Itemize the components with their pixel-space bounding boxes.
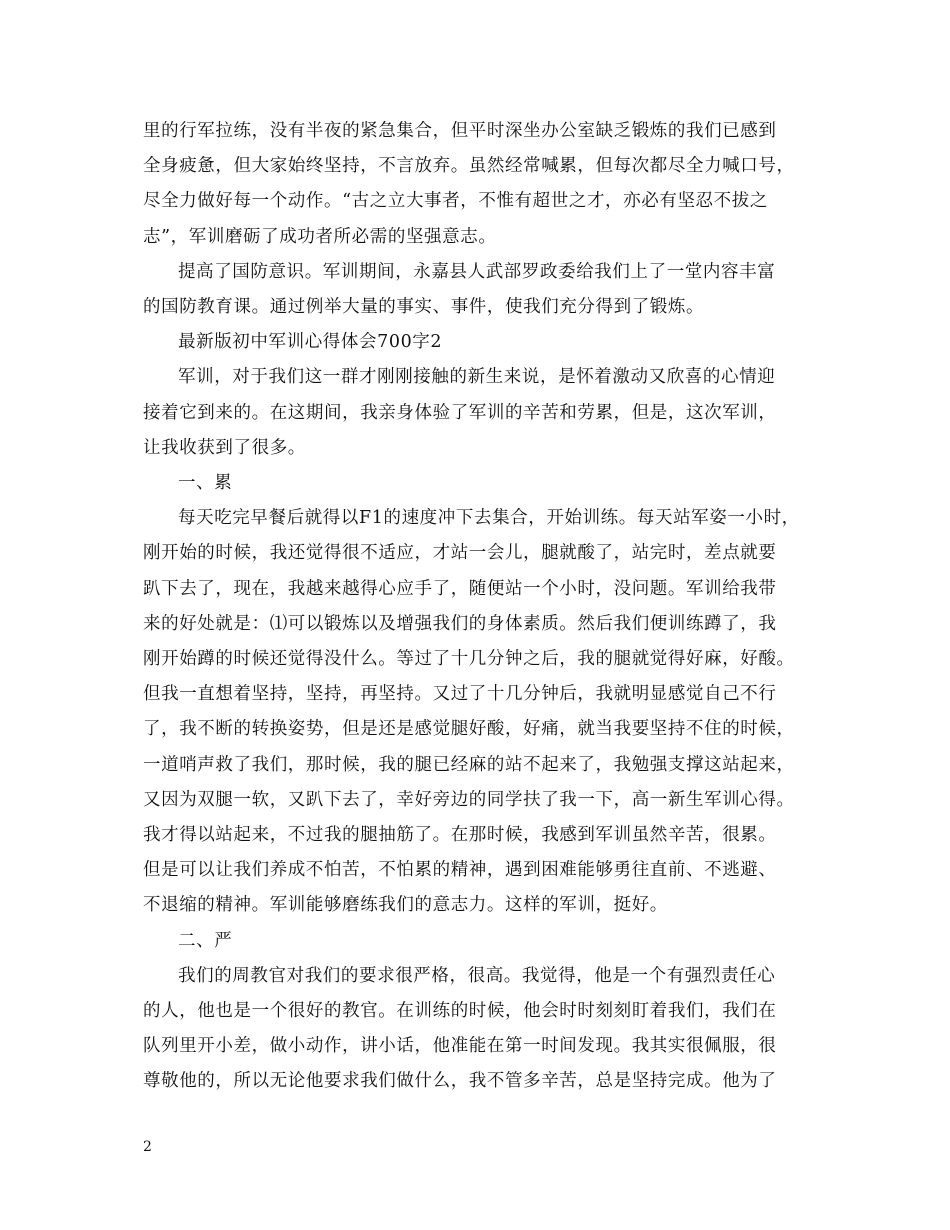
text-line: 一道哨声救了我们，那时候，我的腿已经麻的站不起来了，我勉强支撑这站起来， (143, 754, 795, 775)
text-line: 但是可以让我们养成不怕苦，不怕累的精神，遇到困难能够勇往直前、不逃避、 (143, 860, 777, 881)
text-line: 让我收获到了很多。 (143, 437, 306, 458)
text-line: 来的好处就是：⑴可以锻炼以及增强我们的身体素质。然后我们便训练蹲了，我 (143, 613, 777, 634)
text-line: 又因为双腿一软，又趴下去了，幸好旁边的同学扶了我一下，高一新生军训心得。 (143, 789, 795, 810)
text-line: 一、累 (178, 473, 233, 493)
page-number: 2 (143, 1139, 152, 1155)
text-line: 最新版初中军训心得体会700字2 (178, 332, 443, 353)
text-line: 的国防教育课。通过例举大量的事实、事件，使我们充分得到了锻炼。 (143, 297, 705, 317)
text-line: 我们的周教官对我们的要求很严格，很高。我觉得，他是一个有强烈责任心 (178, 965, 776, 986)
text-line: 了，我不断的转换姿势，但是还是感觉腿好酸，好痛，就当我要坚持不住的时候， (143, 719, 795, 740)
text-line: 的人，他也是一个很好的教官。在训练的时候，他会时时刻刻盯着我们，我们在 (143, 1001, 777, 1021)
text-line: 尽全力做好每一个动作。“古之立大事者，不惟有超世之才，亦必有坚忍不拔之 (143, 191, 768, 212)
text-line: 里的行军拉练，没有半夜的紧急集合，但平时深坐办公室缺乏锻炼的我们已感到 (143, 121, 777, 141)
text-line: 趴下去了，现在，我越来越得心应手了，随便站一个小时，没问题。军训给我带 (143, 578, 777, 599)
text-line: 全身疲惫，但大家始终坚持，不言放弃。虽然经常喊累，但每次都尽全力喊口号， (143, 156, 795, 177)
text-line: 每天吃完早餐后就得以F1的速度冲下去集合，开始训练。每天站军姿一小时， (178, 508, 800, 529)
text-line: 不退缩的精神。军训能够磨练我们的意志力。这样的军训，挺好。 (143, 895, 668, 916)
text-line: 刚开始的时候，我还觉得很不适应，才站一会儿，腿就酸了，站完时，差点就要 (143, 543, 777, 564)
text-line: 军训，对于我们这一群才刚刚接触的新生来说，是怀着激动又欣喜的心情迎 (178, 367, 776, 388)
text-line: 队列里开小差，做小动作，讲小话，他准能在第一时间发现。我其实很佩服，很 (143, 1036, 777, 1057)
text-line: 我才得以站起来，不过我的腿抽筋了。在那时候，我感到军训虽然辛苦，很累。 (143, 825, 777, 845)
text-line: 提高了国防意识。军训期间，永嘉县人武部罗政委给我们上了一堂内容丰富 (178, 261, 776, 282)
text-line: 但我一直想着坚持，坚持，再坚持。又过了十几分钟后，我就明显感觉自己不行 (143, 684, 777, 705)
text-line: 志”，军训磨砺了成功者所必需的坚强意志。 (143, 226, 497, 247)
text-line: 刚开始蹲的时候还觉得没什么。等过了十几分钟之后，我的腿就觉得好麻，好酸。 (143, 649, 795, 669)
text-line: 接着它到来的。在这期间，我亲身体验了军训的辛苦和劳累，但是，这次军训， (143, 402, 777, 423)
text-line: 尊敬他的，所以无论他要求我们做什么，我不管多辛苦，总是坚持完成。他为了 (143, 1071, 777, 1092)
text-line: 二、严 (178, 930, 233, 951)
